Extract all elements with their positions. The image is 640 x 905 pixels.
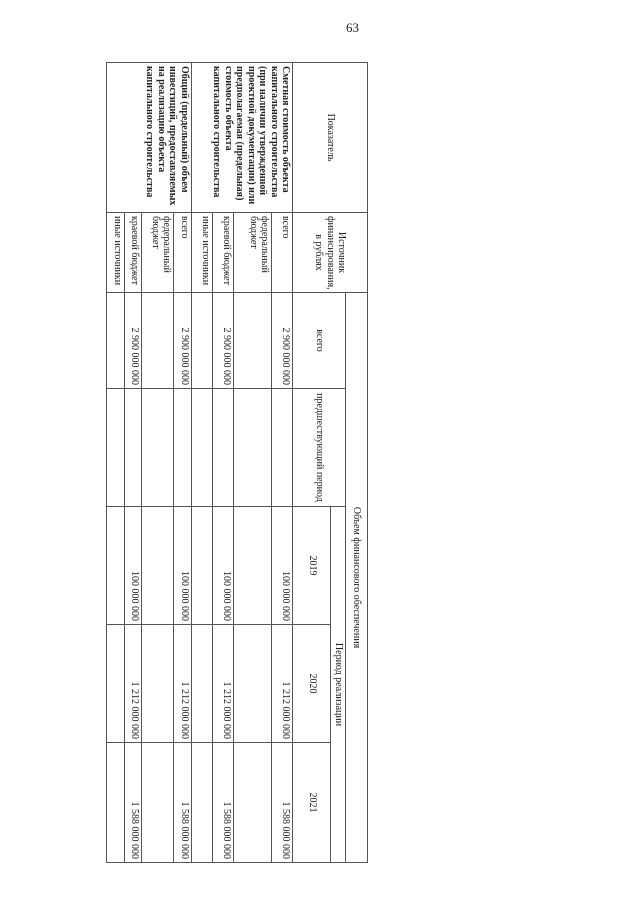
- y2021-cell: [191, 743, 212, 863]
- y2019-cell: [142, 507, 174, 625]
- y2019-cell: 100 000 000: [124, 507, 142, 625]
- rotated-table-container: [106, 62, 368, 862]
- previous-cell: [213, 389, 234, 507]
- previous-cell: [142, 389, 174, 507]
- y2021-cell: [234, 743, 272, 863]
- indicator-cell: Сметная стоимость объекта капитального строительства (при наличии утвержденной проектной документации) или предполагаемая (предельная) стоимость объекта капитального строительства: [191, 63, 293, 213]
- header-period: Период реализации: [331, 507, 346, 863]
- header-2019: 2019: [293, 507, 331, 625]
- y2019-cell: [107, 507, 125, 625]
- y2019-cell: 100 000 000: [213, 507, 234, 625]
- source-cell: краевой бюджет: [213, 213, 234, 293]
- total-cell: [234, 293, 272, 389]
- y2020-cell: 1 212 000 000: [272, 625, 293, 743]
- header-total: всего: [293, 293, 346, 389]
- table-row: [174, 63, 192, 863]
- table-row: [272, 63, 293, 863]
- source-cell: всего: [174, 213, 192, 293]
- y2019-cell: [234, 507, 272, 625]
- y2020-cell: [142, 625, 174, 743]
- y2021-cell: 1 588 000 000: [213, 743, 234, 863]
- y2020-cell: 1 212 000 000: [124, 625, 142, 743]
- previous-cell: [191, 389, 212, 507]
- y2020-cell: 1 212 000 000: [213, 625, 234, 743]
- previous-cell: [124, 389, 142, 507]
- previous-cell: [234, 389, 272, 507]
- indicator-cell: Общий (предельный) объем инвестиций, предоставляемых на реализацию объекта капитального строительства: [107, 63, 192, 213]
- y2021-cell: 1 588 000 000: [272, 743, 293, 863]
- page-number: 63: [346, 20, 359, 35]
- header-source: Источник финансирования, в рублях: [293, 213, 368, 293]
- y2020-cell: 1 212 000 000: [174, 625, 192, 743]
- header-previous: предшествующий период: [293, 389, 346, 507]
- source-cell: федеральный бюджет: [142, 213, 174, 293]
- total-cell: 2 900 000 000: [213, 293, 234, 389]
- y2020-cell: [191, 625, 212, 743]
- y2019-cell: [191, 507, 212, 625]
- previous-cell: [272, 389, 293, 507]
- header-volume: Объем финансового обеспечения: [346, 293, 368, 863]
- header-2021: 2021: [293, 743, 331, 863]
- total-cell: 2 900 000 000: [124, 293, 142, 389]
- total-cell: [107, 293, 125, 389]
- y2021-cell: 1 588 000 000: [174, 743, 192, 863]
- source-cell: федеральный бюджет: [234, 213, 272, 293]
- total-cell: [142, 293, 174, 389]
- y2021-cell: [107, 743, 125, 863]
- y2019-cell: 100 000 000: [174, 507, 192, 625]
- header-2020: 2020: [293, 625, 331, 743]
- source-cell: иные источники: [107, 213, 125, 293]
- table-body: [107, 63, 294, 863]
- y2020-cell: [234, 625, 272, 743]
- previous-cell: [107, 389, 125, 507]
- source-cell: иные источники: [191, 213, 212, 293]
- total-cell: 2 900 000 000: [174, 293, 192, 389]
- total-cell: 2 900 000 000: [272, 293, 293, 389]
- source-cell: краевой бюджет: [124, 213, 142, 293]
- source-cell: всего: [272, 213, 293, 293]
- previous-cell: [174, 389, 192, 507]
- y2021-cell: [142, 743, 174, 863]
- total-cell: [191, 293, 212, 389]
- y2021-cell: 1 588 000 000: [124, 743, 142, 863]
- y2020-cell: [107, 625, 125, 743]
- header-indicator: Показатель: [293, 63, 368, 213]
- y2019-cell: 100 000 000: [272, 507, 293, 625]
- financing-table: [106, 62, 368, 863]
